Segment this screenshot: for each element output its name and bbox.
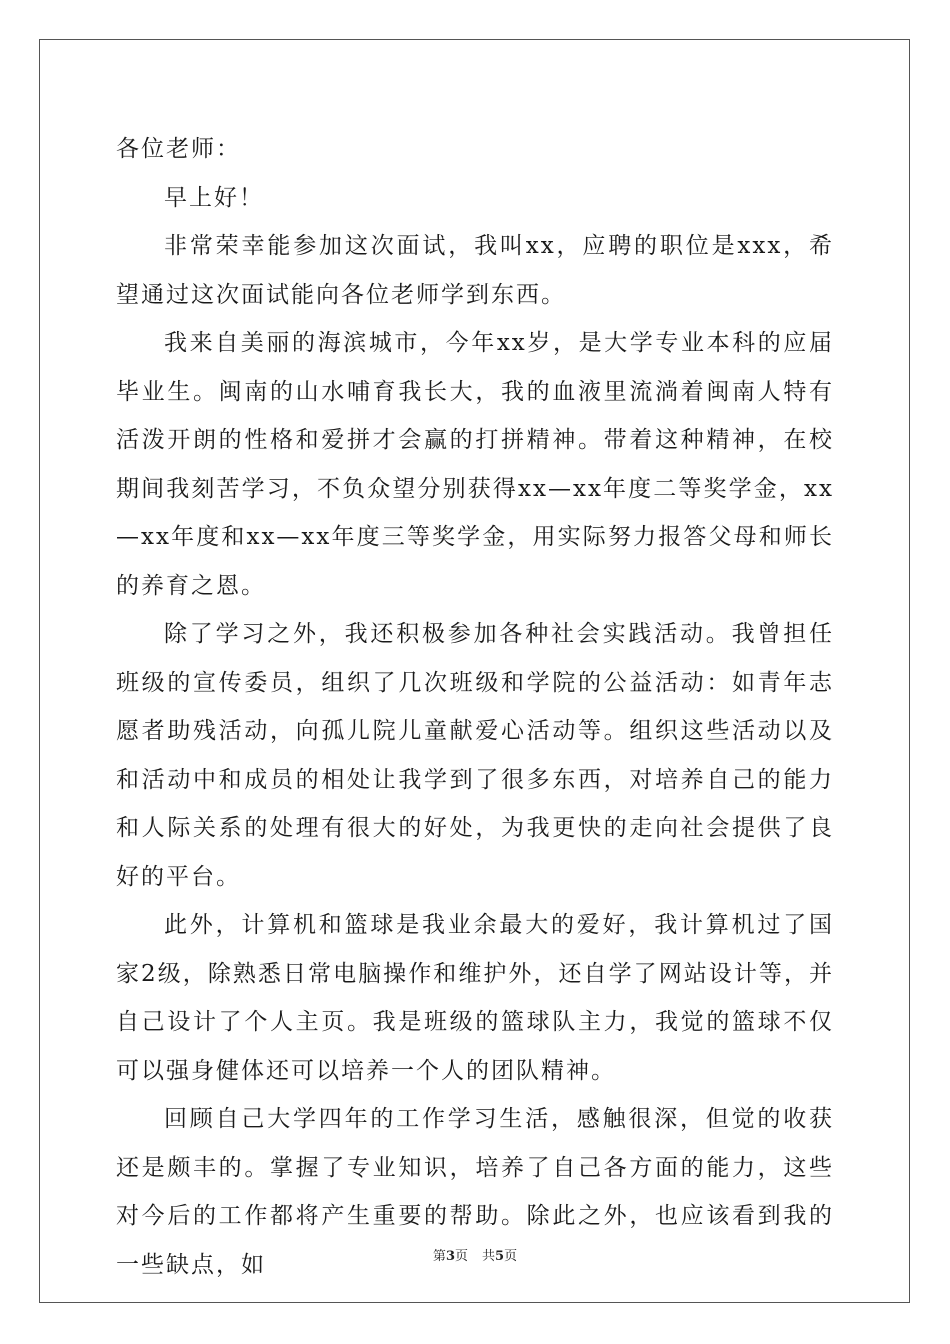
paragraph-activities: 除了学习之外，我还积极参加各种社会实践活动。我曾担任班级的宣传委员，组织了几次班级和学院的公益活动：如青年志愿者助残活动，向孤儿院儿童献爱心活动等。组织这些活动以及和活动中和成员的相处让我学到了很多东西，对培养自己的能力和人际关系的处理有很大的好处，为我更快的走向社会提供了良好的平台。 — [116, 621, 834, 890]
footer-page-prefix: 第 — [432, 1249, 446, 1264]
footer-total-prefix: 共 — [482, 1249, 496, 1264]
paragraph-greeting: 早上好！ — [164, 184, 264, 211]
paragraph-review: 回顾自己大学四年的工作学习生活，感触很深，但觉的收获还是颇丰的。掌握了专业知识，培养了自己各方面的能力，这些对今后的工作都将产生重要的帮助。除此之外，也应该看到我的一些缺点，如 — [116, 1106, 834, 1278]
footer-page-suffix: 页 — [454, 1249, 468, 1264]
footer-total-pages: 5 — [495, 1249, 505, 1264]
document-body — [116, 125, 834, 1289]
footer-total-suffix: 页 — [504, 1249, 518, 1264]
paragraph-introduction: 非常荣幸能参加这次面试，我叫xx，应聘的职位是xxx，希望通过这次面试能向各位老师学到东西。 — [116, 233, 834, 308]
footer-page-number: 3 — [445, 1249, 455, 1264]
salutation: 各位老师： — [116, 136, 241, 162]
paragraph-hobbies: 此外，计算机和篮球是我业余最大的爱好，我计算机过了国家2级，除熟悉日常电脑操作和维护外，还自学了网站设计等，并自己设计了个人主页。我是班级的篮球队主力，我觉的篮球不仅可以强身健体还可以培养一个人的团队精神。 — [116, 912, 834, 1084]
page-footer — [0, 1249, 950, 1265]
paragraph-background: 我来自美丽的海滨城市，今年xx岁，是大学专业本科的应届毕业生。闽南的山水哺育我长大，我的血液里流淌着闽南人特有活泼开朗的性格和爱拼才会赢的打拼精神。带着这种精神，在校期间我刻苦学习，不负众望分别获得xx—xx年度二等奖学金，xx—xx年度和xx—xx年度三等奖学金，用实际努力报答父母和师长的养育之恩。 — [116, 330, 834, 599]
